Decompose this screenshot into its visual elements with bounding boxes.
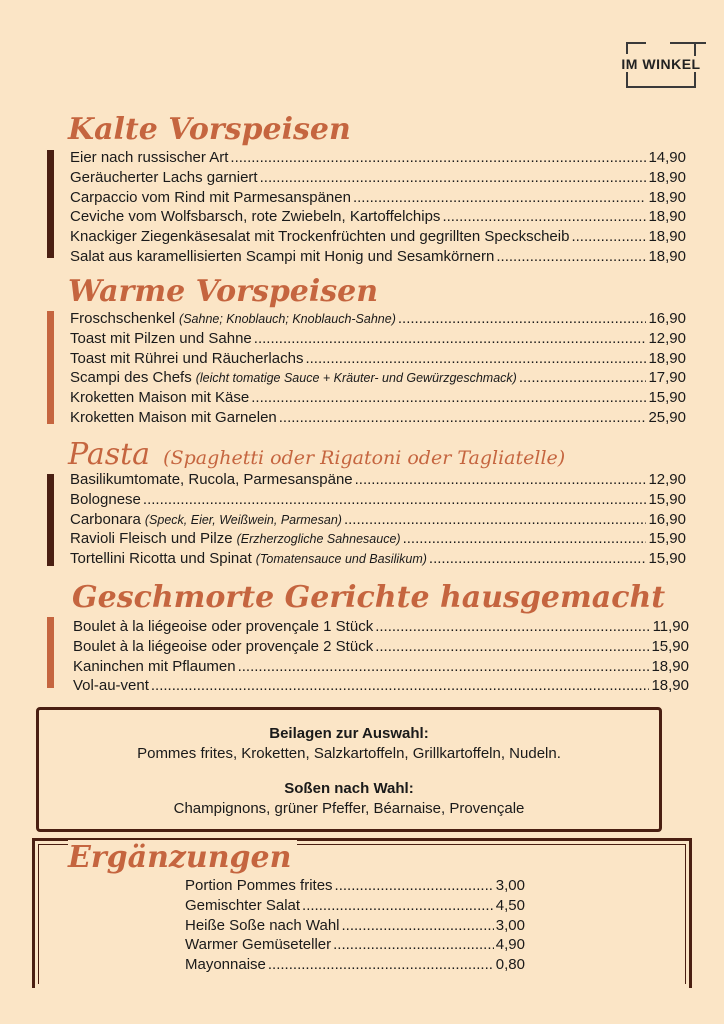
- logo-text: IM WINKEL: [612, 56, 710, 72]
- item-price: 3,00: [495, 916, 525, 934]
- dot-leader: [403, 529, 647, 549]
- dot-leader: [305, 349, 646, 369]
- item-note: (Tomatensauce und Basilikum): [255, 552, 427, 567]
- item-note: (leicht tomatige Sauce + Kräuter- und Gewürzgeschmack): [195, 371, 517, 386]
- item-name: Boulet à la liégeoise oder provençale 2 Stück: [73, 637, 374, 655]
- item-name: Portion Pommes frites: [185, 877, 333, 894]
- dot-leader: [375, 637, 649, 657]
- menu-item: [73, 657, 689, 677]
- sides-heading: Beilagen zur Auswahl:: [269, 725, 429, 742]
- item-name: Kaninchen mit Pflaumen: [73, 657, 236, 675]
- item-price: 18,90: [648, 228, 686, 246]
- item-price: 12,90: [648, 329, 686, 347]
- extras-list: [185, 876, 525, 975]
- menu-item: [70, 549, 686, 569]
- item-price: 12,90: [648, 471, 686, 488]
- section-bar: [47, 311, 54, 424]
- item-price: 15,90: [648, 389, 686, 407]
- item-price: 25,90: [648, 408, 686, 426]
- item-name: Tortellini Ricotta und Spinat: [70, 550, 252, 568]
- item-name: Gemischter Salat: [185, 896, 301, 914]
- item-name: Carpaccio vom Rind mit Parmesanspänen: [70, 188, 351, 206]
- item-name: Toast mit Rührei und Räucherlachs: [70, 349, 304, 367]
- item-price: 17,90: [648, 369, 686, 387]
- menu-item: [70, 388, 686, 408]
- item-name: Knackiger Ziegenkäsesalat mit Trockenfrüchten und gegrillten Speckscheib: [70, 228, 570, 246]
- item-price: 18,90: [651, 657, 689, 675]
- dot-leader: [429, 549, 647, 569]
- item-price: 18,90: [648, 208, 686, 226]
- item-price: 15,90: [651, 637, 689, 655]
- section-bar: [47, 617, 54, 688]
- item-note: (Sahne; Knoblauch; Knoblauch-Sahne): [179, 312, 396, 326]
- menu-item: [73, 637, 689, 657]
- menu-item: [70, 490, 686, 510]
- dot-leader: [151, 676, 650, 696]
- logo: [612, 42, 710, 88]
- warme-list: [70, 309, 686, 428]
- item-name: Eier nach russischer Art: [70, 149, 229, 166]
- item-name: Mayonnaise: [185, 956, 266, 974]
- dot-leader: [375, 617, 650, 637]
- item-price: 15,90: [648, 530, 686, 548]
- dot-leader: [344, 510, 647, 530]
- extra-item: [185, 876, 525, 896]
- dot-leader: [333, 935, 494, 955]
- kalte-list: [70, 148, 686, 267]
- item-price: 14,90: [648, 149, 686, 166]
- extra-item: [185, 935, 525, 955]
- menu-item: [70, 247, 686, 267]
- item-name: Geräucherter Lachs garniert: [70, 168, 258, 186]
- dot-leader: [335, 876, 494, 896]
- menu-item: [70, 227, 686, 247]
- dot-leader: [571, 227, 646, 247]
- extra-item: [185, 955, 525, 975]
- item-name: Heiße Soße nach Wahl: [185, 916, 340, 934]
- item-name: Vol-au-vent: [73, 677, 149, 695]
- geschmorte-title: Geschmorte Gerichte hausgemacht: [72, 580, 666, 615]
- item-price: 18,90: [648, 349, 686, 367]
- dot-leader: [268, 955, 494, 975]
- menu-item: [70, 408, 686, 428]
- menu-item: [70, 148, 686, 168]
- item-name: Bolognese: [70, 490, 141, 508]
- item-name: Salat aus karamellisierten Scampi mit Honig und Sesamkörnern: [70, 247, 495, 265]
- menu-item: [70, 329, 686, 349]
- menu-item: [73, 617, 689, 637]
- item-price: 18,90: [648, 188, 686, 206]
- dot-leader: [442, 207, 646, 227]
- item-name: Kroketten Maison mit Garnelen: [70, 408, 277, 426]
- item-name: Kroketten Maison mit Käse: [70, 389, 250, 407]
- sides-text: Pommes frites, Kroketten, Salzkartoffeln, Grillkartoffeln, Nudeln.: [137, 745, 561, 762]
- dot-leader: [260, 168, 647, 188]
- menu-item: [70, 510, 686, 530]
- menu-item: [70, 349, 686, 369]
- dot-leader: [230, 148, 646, 168]
- item-price: 11,90: [652, 618, 689, 635]
- dot-leader: [302, 896, 494, 916]
- dot-leader: [355, 470, 647, 490]
- pasta-subtitle: (Spaghetti oder Rigatoni oder Tagliatelle): [163, 447, 566, 469]
- item-name: Ravioli Fleisch und Pilze: [70, 530, 233, 548]
- item-name: Froschschenkel: [70, 310, 176, 327]
- item-name: Basilikumtomate, Rucola, Parmesanspäne: [70, 471, 353, 488]
- menu-item: [70, 207, 686, 227]
- menu-item: [70, 309, 686, 329]
- pasta-list: [70, 470, 686, 569]
- item-name: Boulet à la liégeoise oder provençale 1 Stück: [73, 618, 374, 635]
- menu-item: [70, 470, 686, 490]
- menu-item: [70, 368, 686, 388]
- section-bar: [47, 474, 54, 566]
- warme-title: Warme Vorspeisen: [68, 274, 379, 309]
- item-price: 4,50: [495, 896, 525, 914]
- dot-leader: [353, 188, 646, 208]
- item-price: 18,90: [648, 168, 686, 186]
- extra-item: [185, 916, 525, 936]
- sauces-heading: Soßen nach Wahl:: [284, 780, 414, 797]
- menu-item: [70, 529, 686, 549]
- item-name: Toast mit Pilzen und Sahne: [70, 329, 252, 347]
- item-price: 16,90: [648, 510, 686, 528]
- dot-leader: [496, 247, 646, 267]
- dot-leader: [238, 657, 650, 677]
- sides-box: [36, 707, 662, 832]
- dot-leader: [251, 388, 646, 408]
- item-price: 18,90: [651, 677, 689, 695]
- item-price: 4,90: [495, 936, 525, 954]
- menu-item: [70, 168, 686, 188]
- dot-leader: [398, 309, 647, 329]
- menu-item: [73, 676, 689, 696]
- item-price: 15,90: [648, 550, 686, 568]
- geschmorte-list: [73, 617, 689, 696]
- item-price: 16,90: [648, 310, 686, 327]
- item-price: 0,80: [495, 956, 525, 974]
- dot-leader: [519, 368, 647, 388]
- item-price: 15,90: [648, 490, 686, 508]
- extra-item: [185, 896, 525, 916]
- menu-item: [70, 188, 686, 208]
- item-name: Ceviche vom Wolfsbarsch, rote Zwiebeln, Kartoffelchips: [70, 208, 441, 226]
- dot-leader: [254, 329, 647, 349]
- pasta-header: [68, 437, 565, 472]
- sauces-text: Champignons, grüner Pfeffer, Béarnaise, Provençale: [173, 800, 525, 817]
- extras-title: Ergänzungen: [68, 840, 297, 875]
- item-name: Scampi des Chefs: [70, 369, 192, 387]
- item-note: (Speck, Eier, Weißwein, Parmesan): [144, 512, 342, 527]
- item-name: Carbonara: [70, 510, 141, 528]
- item-name: Warmer Gemüseteller: [185, 936, 332, 954]
- section-bar: [47, 150, 54, 258]
- item-price: 18,90: [648, 247, 686, 265]
- item-price: 3,00: [495, 877, 525, 894]
- pasta-title: Pasta: [68, 437, 151, 472]
- dot-leader: [342, 916, 494, 936]
- dot-leader: [143, 490, 647, 510]
- dot-leader: [279, 408, 647, 428]
- item-note: (Erzherzogliche Sahnesauce): [236, 532, 401, 547]
- kalte-title: Kalte Vorspeisen: [68, 112, 351, 147]
